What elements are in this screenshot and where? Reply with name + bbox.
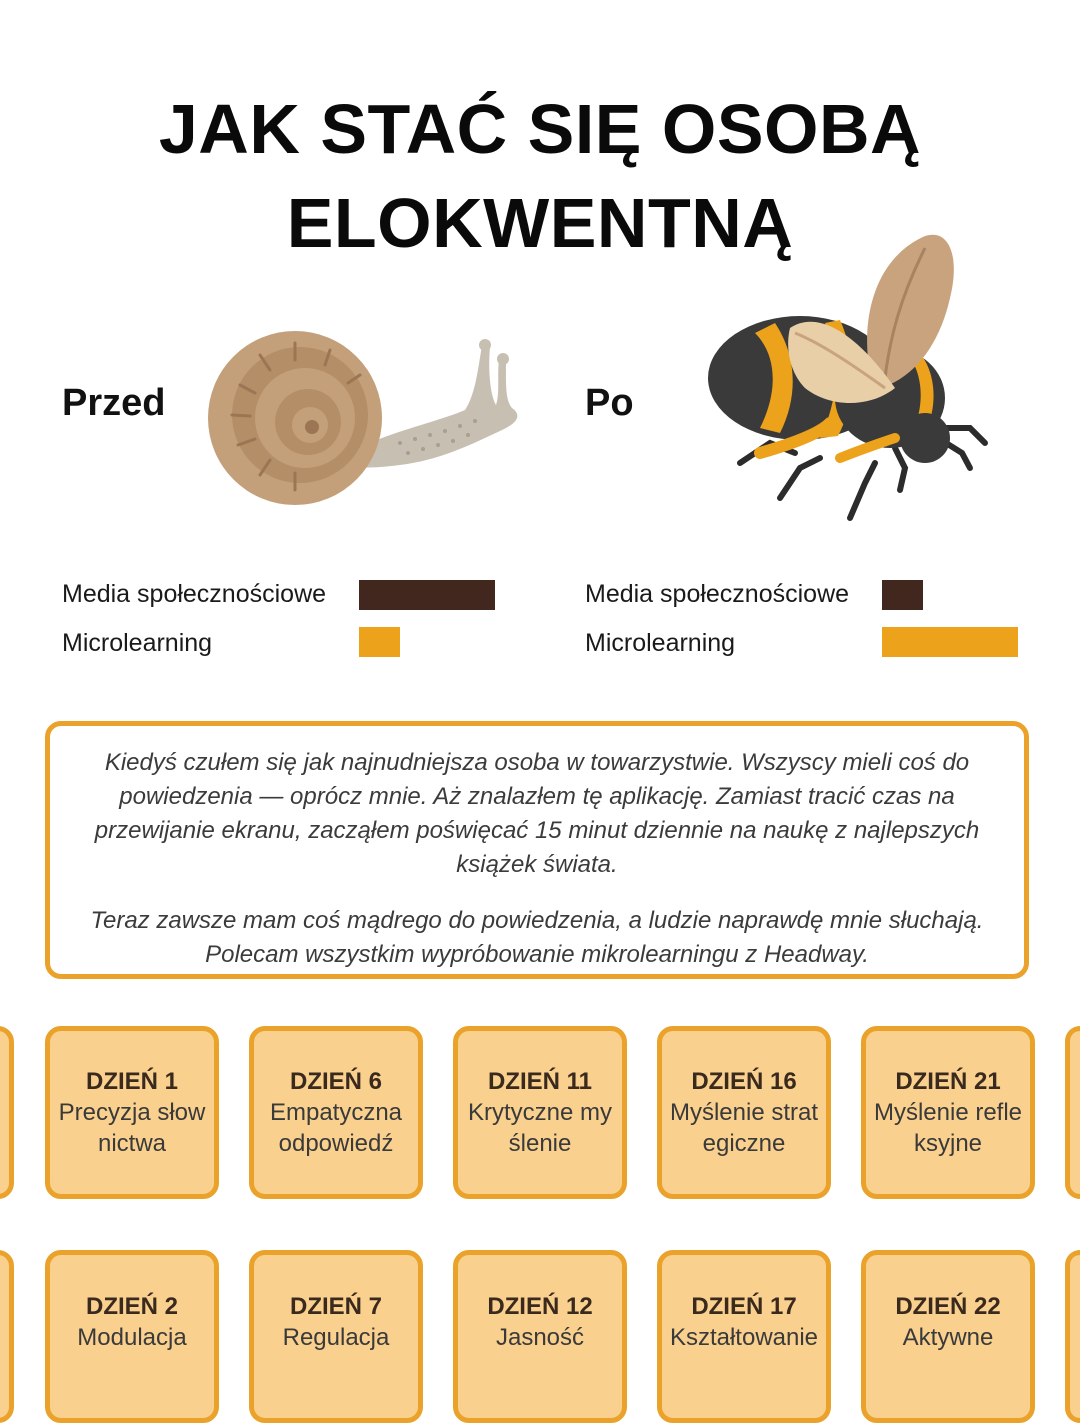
partial-day-card: [1065, 1026, 1080, 1199]
title-line-2: ELOKWENTNĄ: [286, 184, 794, 262]
partial-day-card: [0, 1250, 14, 1423]
day-card: [453, 1250, 627, 1423]
day-card: [861, 1026, 1035, 1199]
after-label: Po: [585, 382, 634, 424]
before-micro-bar: [359, 627, 400, 657]
day-topic: Krytyczne myślenie: [467, 1099, 613, 1157]
after-social-bar: [882, 580, 923, 610]
day-number: DZIEŃ 1: [85, 1068, 178, 1095]
day-number: DZIEŃ 16: [691, 1068, 797, 1095]
day-number: DZIEŃ 21: [895, 1068, 1001, 1095]
before-label: Przed: [62, 382, 166, 424]
partial-day-card: [1065, 1250, 1080, 1423]
before-micro-label: Microlearning: [62, 629, 213, 657]
day-card: [861, 1250, 1035, 1423]
day-topic: Aktywne: [902, 1324, 994, 1351]
day-topic: Myślenie refleksyjne: [873, 1099, 1023, 1157]
day-number: DZIEŃ 12: [487, 1293, 593, 1320]
day-number: DZIEŃ 6: [289, 1068, 382, 1095]
day-number: DZIEŃ 22: [895, 1293, 1001, 1320]
testimonial-paragraph-1: Kiedyś czułem się jak najnudniejsza osoba w towarzystwie. Wszyscy mieli coś do powiedzenia — oprócz mnie. Aż znalazłem tę aplikację. Zamiast tracić czas na przewijanie ekranu, zacząłem poświęcać 15 minut dziennie na naukę z najlepszych książek świata.: [94, 749, 980, 878]
day-topic: Regulacja: [282, 1324, 390, 1351]
day-card: [249, 1250, 423, 1423]
day-card: [249, 1026, 423, 1199]
day-number: DZIEŃ 7: [289, 1293, 382, 1320]
snail-illustration: [200, 315, 530, 520]
day-number: DZIEŃ 11: [487, 1068, 593, 1095]
day-card: [453, 1026, 627, 1199]
title-line-1: JAK STAĆ SIĘ OSOBĄ: [158, 90, 922, 168]
day-card: [45, 1026, 219, 1199]
day-topic: Empatyczna odpowiedź: [269, 1099, 403, 1157]
day-topic: Modulacja: [77, 1324, 187, 1351]
day-number: DZIEŃ 2: [85, 1293, 178, 1320]
after-social-label: Media społecznościowe: [585, 580, 850, 608]
day-number: DZIEŃ 17: [691, 1293, 797, 1320]
bumblebee-illustration: [700, 228, 1000, 528]
after-micro-bar: [882, 627, 1018, 657]
day-topic: Myślenie strategiczne: [669, 1099, 819, 1157]
day-topic: Jasność: [495, 1324, 585, 1351]
testimonial-box: [45, 721, 1029, 979]
day-card: [657, 1250, 831, 1423]
partial-day-card: [0, 1026, 14, 1199]
day-topic: Precyzja słownictwa: [58, 1099, 206, 1157]
day-card: [657, 1026, 831, 1199]
before-social-label: Media społecznościowe: [62, 580, 327, 608]
after-micro-label: Microlearning: [585, 629, 736, 657]
before-social-bar: [359, 580, 495, 610]
day-topic: Kształtowanie: [669, 1324, 819, 1351]
testimonial-paragraph-2: Teraz zawsze mam coś mądrego do powiedzenia, a ludzie naprawdę mnie słuchają. Polecam wszystkim wypróbowanie mikrolearningu z Headway.: [90, 907, 984, 968]
day-card: [45, 1250, 219, 1423]
